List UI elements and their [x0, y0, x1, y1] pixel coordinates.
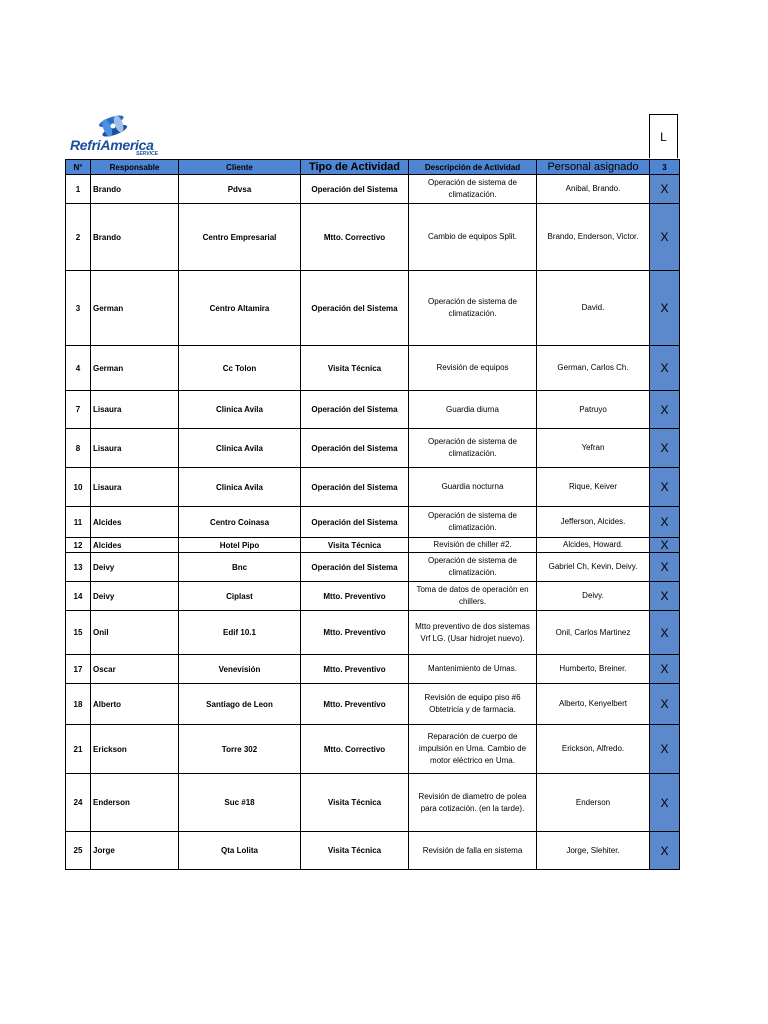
- row-responsable: Deivy: [91, 582, 179, 611]
- row-mark: X: [650, 832, 680, 870]
- row-personal: Jorge, Slehiter.: [537, 832, 650, 870]
- activity-table: [65, 159, 680, 870]
- row-cliente: Cc Tolon: [179, 346, 301, 391]
- row-tipo: Mtto. Correctivo: [301, 725, 409, 774]
- row-cliente: Pdvsa: [179, 175, 301, 204]
- col-cliente: Cliente: [179, 160, 301, 175]
- row-personal: Deivy.: [537, 582, 650, 611]
- row-number: 12: [66, 538, 91, 553]
- row-descripcion: Operación de sistema de climatización.: [409, 553, 537, 582]
- row-responsable: Alberto: [91, 684, 179, 725]
- table-row: [66, 832, 680, 870]
- row-tipo: Visita Técnica: [301, 774, 409, 832]
- row-personal: Anibal, Brando.: [537, 175, 650, 204]
- row-cliente: Centro Altamira: [179, 271, 301, 346]
- row-tipo: Operación del Sistema: [301, 429, 409, 468]
- row-number: 21: [66, 725, 91, 774]
- row-number: 14: [66, 582, 91, 611]
- table-row: [66, 175, 680, 204]
- row-tipo: Operación del Sistema: [301, 175, 409, 204]
- row-mark: X: [650, 725, 680, 774]
- row-cliente: Bnc: [179, 553, 301, 582]
- row-personal: Humberto, Breiner.: [537, 655, 650, 684]
- col-tipo: Tipo de Actividad: [301, 160, 409, 175]
- row-mark: X: [650, 346, 680, 391]
- row-responsable: Enderson: [91, 774, 179, 832]
- table-row: [66, 655, 680, 684]
- logo-subtext: SERVICE: [136, 151, 158, 157]
- row-number: 8: [66, 429, 91, 468]
- row-number: 1: [66, 175, 91, 204]
- table-row: [66, 468, 680, 507]
- table-row: [66, 507, 680, 538]
- row-responsable: Alcides: [91, 507, 179, 538]
- table-row: [66, 553, 680, 582]
- row-tipo: Operación del Sistema: [301, 507, 409, 538]
- row-mark: X: [650, 538, 680, 553]
- row-tipo: Mtto. Preventivo: [301, 655, 409, 684]
- row-responsable: Brando: [91, 175, 179, 204]
- row-personal: Jefferson, Alcides.: [537, 507, 650, 538]
- row-personal: Brando, Enderson, Victor.: [537, 204, 650, 271]
- row-tipo: Operación del Sistema: [301, 553, 409, 582]
- row-mark: X: [650, 774, 680, 832]
- row-number: 25: [66, 832, 91, 870]
- row-tipo: Mtto. Preventivo: [301, 611, 409, 655]
- row-personal: Alberto, Kenyelbert: [537, 684, 650, 725]
- table-row: [66, 725, 680, 774]
- row-mark: X: [650, 429, 680, 468]
- row-personal: David.: [537, 271, 650, 346]
- row-mark: X: [650, 611, 680, 655]
- row-number: 24: [66, 774, 91, 832]
- row-descripcion: Guardia nocturna: [409, 468, 537, 507]
- row-cliente: Santiago de Leon: [179, 684, 301, 725]
- row-tipo: Visita Técnica: [301, 346, 409, 391]
- table-row: [66, 204, 680, 271]
- row-cliente: Torre 302: [179, 725, 301, 774]
- row-mark: X: [650, 553, 680, 582]
- row-descripcion: Operación de sistema de climatización.: [409, 507, 537, 538]
- row-mark: X: [650, 684, 680, 725]
- row-responsable: Deivy: [91, 553, 179, 582]
- table-row: [66, 429, 680, 468]
- row-descripcion: Revisión de equipos: [409, 346, 537, 391]
- row-descripcion: Revisión de diametro de polea para cotización. (en la tarde).: [409, 774, 537, 832]
- table-row: [66, 538, 680, 553]
- row-descripcion: Mtto preventivo de dos sistemas Vrf LG. (Usar hidrojet nuevo).: [409, 611, 537, 655]
- table-row: [66, 582, 680, 611]
- row-cliente: Edif 10.1: [179, 611, 301, 655]
- row-tipo: Operación del Sistema: [301, 468, 409, 507]
- row-descripcion: Operación de sistema de climatización.: [409, 175, 537, 204]
- row-responsable: Lisaura: [91, 468, 179, 507]
- company-logo: [66, 114, 166, 158]
- table-row: [66, 684, 680, 725]
- row-number: 11: [66, 507, 91, 538]
- row-responsable: Alcides: [91, 538, 179, 553]
- row-responsable: Onil: [91, 611, 179, 655]
- row-responsable: Brando: [91, 204, 179, 271]
- row-responsable: Lisaura: [91, 429, 179, 468]
- row-personal: German, Carlos Ch.: [537, 346, 650, 391]
- row-number: 7: [66, 391, 91, 429]
- row-tipo: Mtto. Preventivo: [301, 684, 409, 725]
- logo-text: RefriAmerica: [70, 137, 154, 153]
- row-personal: Yefran: [537, 429, 650, 468]
- row-cliente: Clinica Avila: [179, 391, 301, 429]
- row-cliente: Hotel Pipo: [179, 538, 301, 553]
- row-responsable: German: [91, 346, 179, 391]
- row-descripcion: Revisión de chiller #2.: [409, 538, 537, 553]
- row-descripcion: Mantenimiento de Umas.: [409, 655, 537, 684]
- row-personal: Rique, Keiver: [537, 468, 650, 507]
- row-responsable: Erickson: [91, 725, 179, 774]
- row-descripcion: Operación de sistema de climatización.: [409, 429, 537, 468]
- row-tipo: Mtto. Preventivo: [301, 582, 409, 611]
- table-row: [66, 271, 680, 346]
- col-responsable: Responsable: [91, 160, 179, 175]
- row-personal: Erickson, Alfredo.: [537, 725, 650, 774]
- row-tipo: Visita Técnica: [301, 538, 409, 553]
- row-number: 3: [66, 271, 91, 346]
- row-number: 10: [66, 468, 91, 507]
- row-mark: X: [650, 655, 680, 684]
- row-descripcion: Cambio de equipos Split.: [409, 204, 537, 271]
- row-responsable: German: [91, 271, 179, 346]
- table-header: [66, 160, 680, 175]
- row-mark: X: [650, 271, 680, 346]
- col-num: N°: [66, 160, 91, 175]
- row-cliente: Centro Empresarial: [179, 204, 301, 271]
- row-mark: X: [650, 391, 680, 429]
- table-row: [66, 611, 680, 655]
- row-descripcion: Revisión de falla en sistema: [409, 832, 537, 870]
- row-descripcion: Reparación de cuerpo de impulsión en Uma. Cambio de motor eléctrico en Uma.: [409, 725, 537, 774]
- row-tipo: Visita Técnica: [301, 832, 409, 870]
- table-row: [66, 391, 680, 429]
- row-descripcion: Toma de datos de operación en chillers.: [409, 582, 537, 611]
- row-mark: X: [650, 468, 680, 507]
- row-descripcion: Guardia diurna: [409, 391, 537, 429]
- row-number: 2: [66, 204, 91, 271]
- table-row: [66, 774, 680, 832]
- table-row: [66, 346, 680, 391]
- row-personal: Alcides, Howard.: [537, 538, 650, 553]
- row-cliente: Clinica Avila: [179, 468, 301, 507]
- row-number: 4: [66, 346, 91, 391]
- row-responsable: Jorge: [91, 832, 179, 870]
- row-number: 13: [66, 553, 91, 582]
- row-descripcion: Operación de sistema de climatización.: [409, 271, 537, 346]
- row-mark: X: [650, 582, 680, 611]
- row-cliente: Ciplast: [179, 582, 301, 611]
- row-cliente: Qta Lolita: [179, 832, 301, 870]
- row-cliente: Centro Coinasa: [179, 507, 301, 538]
- row-tipo: Operación del Sistema: [301, 271, 409, 346]
- col-personal: Personal asignado: [537, 160, 650, 175]
- row-tipo: Mtto. Correctivo: [301, 204, 409, 271]
- row-responsable: Oscar: [91, 655, 179, 684]
- row-personal: Enderson: [537, 774, 650, 832]
- row-number: 17: [66, 655, 91, 684]
- row-mark: X: [650, 204, 680, 271]
- col-count: 3: [650, 160, 680, 175]
- row-cliente: Suc #18: [179, 774, 301, 832]
- row-descripcion: Revisión de equipo piso #6 Obtetricia y de farmacia.: [409, 684, 537, 725]
- row-responsable: Lisaura: [91, 391, 179, 429]
- row-number: 18: [66, 684, 91, 725]
- row-mark: X: [650, 175, 680, 204]
- row-personal: Gabriel Ch, Kevin, Deivy.: [537, 553, 650, 582]
- day-label: L: [649, 114, 678, 158]
- row-mark: X: [650, 507, 680, 538]
- row-cliente: Venevisión: [179, 655, 301, 684]
- row-number: 15: [66, 611, 91, 655]
- row-cliente: Clinica Avila: [179, 429, 301, 468]
- row-personal: Patruyo: [537, 391, 650, 429]
- row-tipo: Operación del Sistema: [301, 391, 409, 429]
- row-personal: Onil, Carlos Martinez: [537, 611, 650, 655]
- col-descripcion: Descripción de Actividad: [409, 160, 537, 175]
